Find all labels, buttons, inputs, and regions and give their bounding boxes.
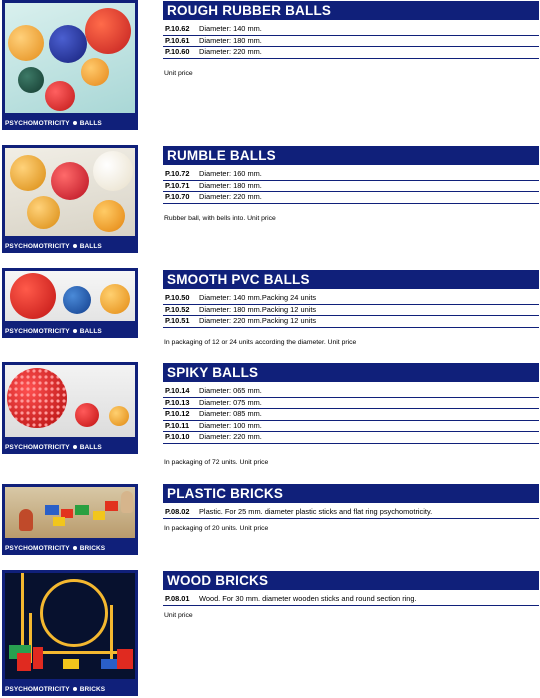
product-table — [163, 24, 539, 59]
product-description: Diameter: 180 mm.Packing 12 units — [199, 304, 317, 314]
product-code: P.10.71 — [165, 180, 190, 190]
ball-image — [63, 286, 91, 314]
table-row — [163, 181, 539, 193]
photo-caption: PSYCHOMOTRICITY BALLS — [5, 243, 102, 250]
product-code: P.10.70 — [165, 192, 190, 202]
product-description: Diameter: 140 mm. — [199, 24, 262, 33]
product-description: Diameter: 075 mm. — [199, 397, 262, 407]
product-photo — [2, 268, 138, 338]
product-code: P.10.13 — [165, 397, 190, 407]
ball-image — [45, 81, 75, 111]
product-description: Diameter: 160 mm. — [199, 169, 262, 178]
table-row — [163, 169, 539, 181]
stick-image — [35, 651, 125, 654]
product-code: P.10.62 — [165, 24, 190, 33]
ball-image — [81, 58, 109, 86]
ball-image — [109, 406, 129, 426]
product-code: P.10.51 — [165, 316, 190, 326]
table-row — [163, 432, 539, 444]
brick-image — [93, 511, 105, 520]
brick-image — [117, 649, 133, 669]
brick-image — [75, 505, 89, 515]
brick-image — [63, 659, 79, 669]
section-note: Rubber ball, with bells into. Unit price — [164, 215, 276, 222]
product-description: Diameter: 220 mm. — [199, 47, 262, 57]
ball-image — [8, 25, 44, 61]
section-title: ROUGH RUBBER BALLS — [163, 1, 539, 20]
product-description: Wood. For 30 mm. diameter wooden sticks and round section ring. — [199, 594, 417, 603]
brick-image — [33, 647, 43, 669]
ball-image — [49, 25, 87, 63]
photo-caption: PSYCHOMOTRICITY BRICKS — [5, 545, 106, 552]
product-code: P.10.52 — [165, 304, 190, 314]
product-photo — [2, 570, 138, 696]
section-title: PLASTIC BRICKS — [163, 484, 539, 503]
product-code: P.10.11 — [165, 420, 190, 430]
ball-image — [93, 151, 133, 191]
section-note: In packaging of 12 or 24 units according the diameter. Unit price — [164, 339, 357, 346]
brick-image — [45, 505, 59, 515]
product-description: Diameter: 100 mm. — [199, 420, 262, 430]
product-code: P.10.50 — [165, 293, 190, 302]
product-code: P.10.10 — [165, 432, 190, 442]
product-table — [163, 507, 539, 519]
product-photo — [2, 484, 138, 555]
product-description: Diameter: 140 mm.Packing 24 units — [199, 293, 317, 302]
table-row — [163, 47, 539, 59]
stick-image — [110, 605, 113, 663]
section-note: Unit price — [164, 612, 193, 619]
brick-image — [53, 517, 65, 526]
product-description: Diameter: 065 mm. — [199, 386, 262, 395]
section-title: SPIKY BALLS — [163, 363, 539, 382]
table-row — [163, 293, 539, 305]
table-row — [163, 421, 539, 433]
product-table — [163, 169, 539, 204]
ring-image — [40, 579, 108, 647]
table-row — [163, 192, 539, 204]
product-description: Diameter: 220 mm. — [199, 192, 262, 202]
ball-image — [18, 67, 44, 93]
ball-image — [85, 8, 131, 54]
table-row — [163, 386, 539, 398]
section-note: Unit price — [164, 70, 193, 77]
product-code: P.10.61 — [165, 35, 190, 45]
product-code: P.10.14 — [165, 386, 190, 395]
product-code: P.08.02 — [165, 507, 190, 516]
child-figure — [19, 509, 33, 531]
table-row — [163, 507, 539, 519]
product-description: Diameter: 220 mm. — [199, 432, 262, 442]
product-description: Diameter: 180 mm. — [199, 180, 262, 190]
brick-image — [105, 501, 118, 511]
photo-caption: PSYCHOMOTRICITY BRICKS — [5, 686, 106, 693]
product-code: P.10.60 — [165, 47, 190, 57]
section-title: RUMBLE BALLS — [163, 146, 539, 165]
product-description: Diameter: 085 mm. — [199, 409, 262, 419]
ball-image — [100, 284, 130, 314]
ball-image — [10, 155, 46, 191]
product-photo — [2, 362, 138, 454]
section-note: In packaging of 72 units. Unit price — [164, 459, 269, 466]
table-row — [163, 594, 539, 606]
ball-image — [7, 368, 67, 428]
table-row — [163, 24, 539, 36]
brick-image — [17, 653, 31, 671]
brick-image — [101, 659, 117, 669]
product-description: Diameter: 180 mm. — [199, 35, 262, 45]
product-photo — [2, 145, 138, 253]
table-row — [163, 409, 539, 421]
product-photo — [2, 0, 138, 130]
ball-image — [27, 196, 60, 229]
product-code: P.08.01 — [165, 594, 190, 603]
product-table — [163, 594, 539, 606]
section-title: WOOD BRICKS — [163, 571, 539, 590]
photo-caption: PSYCHOMOTRICITY BALLS — [5, 444, 102, 451]
table-row — [163, 36, 539, 48]
product-table — [163, 386, 539, 444]
photo-caption: PSYCHOMOTRICITY BALLS — [5, 328, 102, 335]
product-description: Diameter: 220 mm.Packing 12 units — [199, 316, 317, 326]
product-code: P.10.72 — [165, 169, 190, 178]
product-description: Plastic. For 25 mm. diameter plastic sticks and flat ring psychomotricity. — [199, 507, 433, 516]
table-row — [163, 316, 539, 328]
ball-image — [10, 273, 56, 319]
table-row — [163, 305, 539, 317]
ball-image — [93, 200, 125, 232]
ball-image — [75, 403, 99, 427]
product-table — [163, 293, 539, 328]
child-figure — [121, 491, 133, 513]
table-row — [163, 398, 539, 410]
photo-caption: PSYCHOMOTRICITY BALLS — [5, 120, 102, 127]
product-code: P.10.12 — [165, 409, 190, 419]
section-note: In packaging of 20 units. Unit price — [164, 525, 269, 532]
ball-image — [51, 162, 89, 200]
section-title: SMOOTH PVC BALLS — [163, 270, 539, 289]
